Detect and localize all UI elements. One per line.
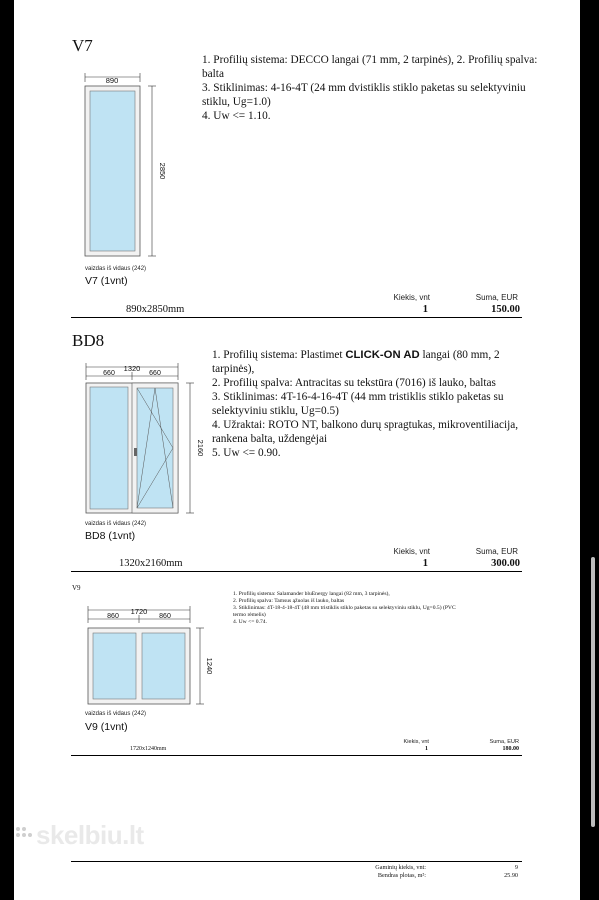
dimension-width-bd8: 1320 [123, 364, 141, 373]
document-page [14, 0, 580, 900]
sum-header-v7: Suma, EUR [475, 293, 518, 302]
item-size-v9: 1720x1240mm [130, 746, 167, 752]
total-qty-label: Gaminių kiekis, vnt: [375, 864, 426, 871]
window-drawing-v7 [80, 70, 170, 270]
window-glass-left-v9 [93, 633, 136, 699]
item-qty-v7: 1 [422, 304, 428, 315]
item-qty-v9: 1 [425, 746, 428, 752]
dimension-right-bd8: 660 [149, 370, 161, 377]
item-code-v7: V7 [72, 36, 93, 55]
window-glass-right-v9 [142, 633, 185, 699]
item-code-bd8: BD8 [72, 331, 105, 350]
item-sum-v7: 150.00 [491, 304, 520, 315]
door-drawing-bd8 [80, 362, 205, 522]
dimension-left-v9: 860 [107, 613, 119, 620]
door-glass-left-bd8 [90, 387, 128, 509]
item-size-v7: 890x2850mm [126, 304, 185, 315]
qty-header-bd8: Kiekis, vnt [393, 547, 430, 556]
view-caption-bd8: vaizdas iš vidaus (242) [85, 521, 147, 527]
item-sum-bd8: 300.00 [491, 558, 520, 569]
divider-v9 [71, 755, 522, 756]
sum-header-v9: Suma, EUR [489, 739, 519, 745]
sum-header-bd8: Suma, EUR [475, 547, 518, 556]
total-qty-value: 9 [514, 864, 518, 871]
divider-v7 [71, 317, 522, 318]
dimension-height-bd8: 2160 [196, 439, 205, 457]
qty-header-v9: Kiekis, vnt [403, 739, 429, 745]
item-identifier-bd8: BD8 (1vnt) [85, 530, 136, 542]
dimension-left-bd8: 660 [103, 370, 115, 377]
dimension-height-v7: 2850 [158, 162, 167, 180]
dimension-width-v7: 890 [105, 76, 119, 85]
item-size-bd8: 1320x2160mm [119, 558, 183, 569]
divider-bd8 [71, 571, 522, 572]
item-code-v9: V9 [72, 584, 81, 592]
total-area-value: 25.90 [504, 872, 518, 879]
dimension-height-v9: 1240 [205, 657, 214, 675]
window-glass-v7 [90, 91, 135, 251]
item-description-v7: 1. Profilių sistema: DECCO langai (71 mm, 2 tarpinės), 2. Profilių spalva: balta 3. Stiklinimas: 4-16-4T (24 mm dvistiklis stiklo paketas su selektyviniu stiklu, Ug=1.0) 4. Uw <= 1.10. [202, 54, 538, 122]
item-qty-bd8: 1 [422, 558, 428, 569]
item-sum-v9: 180.00 [502, 746, 519, 752]
watermark-logo-icon [14, 824, 32, 842]
item-identifier-v9: V9 (1vnt) [85, 721, 128, 733]
qty-header-v7: Kiekis, vnt [393, 293, 430, 302]
door-glass-right-bd8 [137, 388, 173, 508]
item-description-bd8: 1. Profilių sistema: Plastimet CLICK-ON AD langai (80 mm, 2 tarpinės), 2. Profilių spalva: Antracitas su tekstūra (7016) iš lauko, baltas 3. Stiklinimas: 4T-16-4-16-4T (44 mm tristiklis stiklo paketas su selektyviniu stiklu, Ug=0.5) 4. Užraktai: ROTO NT, balkono durų spragtukas, mikroventiliacija, rankena balta, uždengėjai 5. Uw <= 0.90. [212, 349, 519, 459]
dimension-right-v9: 860 [159, 613, 171, 620]
view-caption-v9: vaizdas iš vidaus (242) [85, 711, 147, 717]
total-area-label: Bendras plotas, m²: [377, 872, 426, 879]
dimension-width-v9: 1720 [130, 607, 148, 616]
watermark-text: skelbiu.lt [36, 820, 144, 850]
item-description-v9: 1. Profilių sistema: Salamander bluEnergy langai (82 mm, 3 tarpinės), 2. Profilių spalva: Tamsus ąžuolas iš lauko, baltas 3. Stiklinimas: 4T-18-4-18-4T (48 mm tristiklis stiklo paketas su selektyviniu stiklu, Ug=0.5) (PVC termo rėmelis) 4. Uw <= 0.74. [233, 591, 456, 625]
footer-divider [71, 861, 522, 862]
window-drawing-v9 [80, 604, 214, 712]
view-caption-v7: vaizdas iš vidaus (242) [85, 266, 147, 272]
scrollbar-thumb[interactable] [591, 557, 595, 827]
item-identifier-v7: V7 (1vnt) [85, 275, 128, 287]
